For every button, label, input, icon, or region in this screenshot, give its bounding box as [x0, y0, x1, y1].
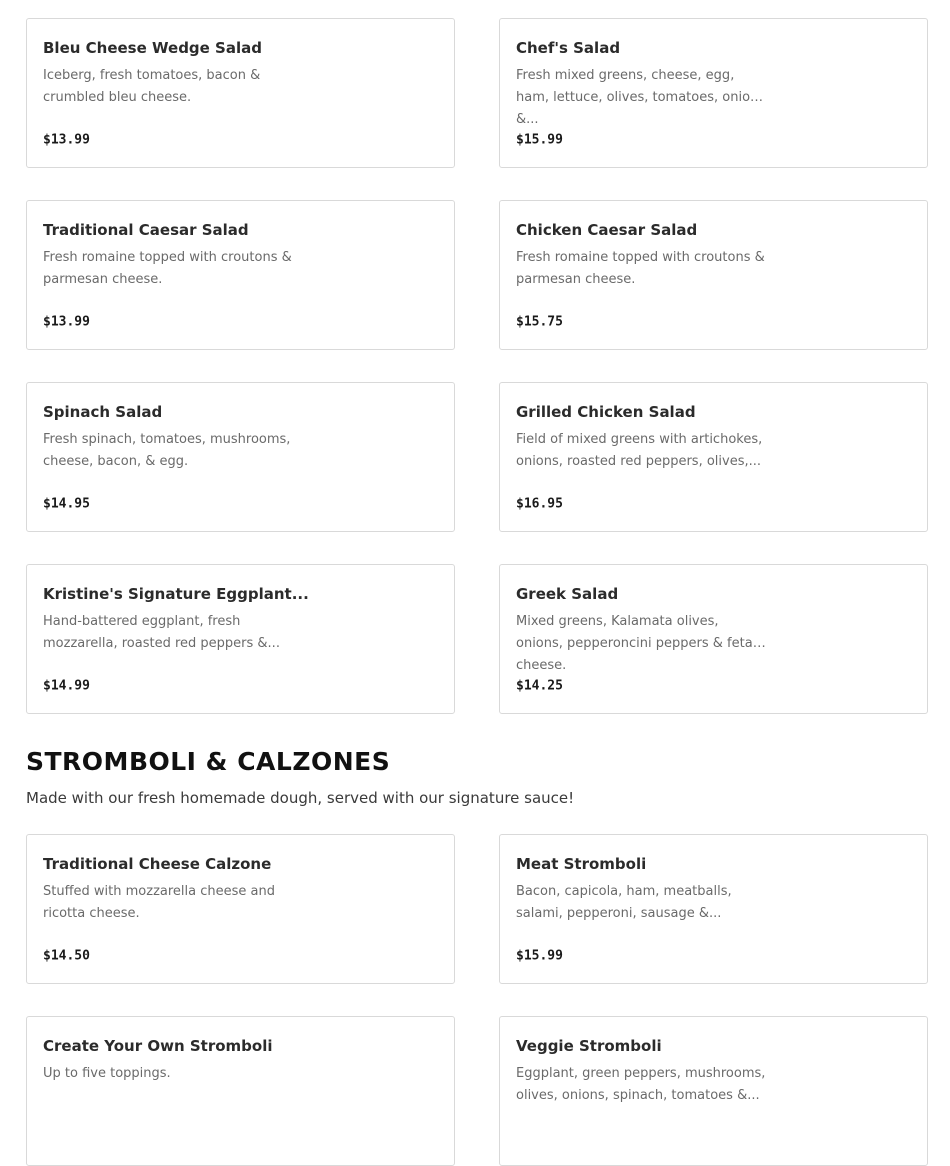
menu-item-name: Traditional Cheese Calzone: [43, 855, 272, 873]
menu-item-card[interactable]: [499, 382, 928, 532]
menu-item-card[interactable]: [26, 564, 455, 714]
menu-item-name: Grilled Chicken Salad: [516, 403, 696, 421]
salad-menu-grid: [26, 18, 928, 714]
menu-item-description: Mixed greens, Kalamata olives, onions, pepperoncini peppers & feta cheese.: [516, 614, 753, 673]
menu-item-price: $14.25: [516, 678, 563, 694]
menu-item-name: Kristine's Signature Eggplant...: [43, 585, 309, 603]
menu-item-price: $16.95: [516, 496, 563, 512]
menu-item-name: Veggie Stromboli: [516, 1037, 662, 1055]
menu-item-price: $14.50: [43, 948, 90, 964]
menu-item-price: $13.99: [43, 132, 90, 148]
menu-item-card[interactable]: [499, 834, 928, 984]
menu-item-name: Chef's Salad: [516, 39, 621, 57]
menu-item-price: $13.99: [43, 314, 90, 330]
menu-item-card[interactable]: [499, 564, 928, 714]
menu-item-description: Fresh romaine topped with croutons & parmesan cheese.: [43, 250, 292, 287]
section-subtitle: Made with our fresh homemade dough, served with our signature sauce!: [26, 789, 575, 807]
menu-item-card[interactable]: [26, 200, 455, 350]
menu-item-description: Fresh mixed greens, cheese, egg, ham, lettuce, olives, tomatoes, onions &...: [516, 68, 766, 127]
menu-item-description: Fresh spinach, tomatoes, mushrooms, cheese, bacon, & egg.: [43, 432, 291, 469]
menu-item-price: $14.95: [43, 496, 90, 512]
menu-item-card[interactable]: [26, 382, 455, 532]
menu-item-description: Iceberg, fresh tomatoes, bacon & crumbled bleu cheese.: [43, 68, 261, 105]
menu-item-description: Up to five toppings.: [43, 1066, 171, 1081]
menu-item-name: Create Your Own Stromboli: [43, 1037, 273, 1055]
menu-item-card[interactable]: [26, 834, 455, 984]
menu-item-description: Stuffed with mozzarella cheese and ricotta cheese.: [43, 884, 275, 921]
menu-item-card[interactable]: [499, 1016, 928, 1166]
menu-item-price: $15.99: [516, 948, 563, 964]
stromboli-menu-grid: [26, 834, 928, 1166]
menu-item-name: Chicken Caesar Salad: [516, 221, 698, 239]
menu-item-name: Traditional Caesar Salad: [43, 221, 249, 239]
menu-item-description: Bacon, capicola, ham, meatballs, salami, pepperoni, sausage &...: [516, 884, 732, 921]
menu-item-name: Meat Stromboli: [516, 855, 647, 873]
menu-item-card[interactable]: [499, 200, 928, 350]
menu-item-price: $15.99: [516, 132, 563, 148]
menu-item-card[interactable]: [26, 1016, 455, 1166]
menu-item-card[interactable]: [26, 18, 455, 168]
menu-item-price: $14.99: [43, 678, 90, 694]
menu-item-description: Hand-battered eggplant, fresh mozzarella, roasted red peppers &...: [43, 614, 280, 651]
section-title: STROMBOLI & CALZONES: [26, 747, 391, 776]
menu-item-description: Fresh romaine topped with croutons & parmesan cheese.: [516, 250, 765, 287]
menu-item-description: Field of mixed greens with artichokes, onions, roasted red peppers, olives,...: [516, 432, 763, 469]
menu-item-price: $15.75: [516, 314, 563, 330]
menu-item-name: Greek Salad: [516, 585, 619, 603]
menu-item-name: Bleu Cheese Wedge Salad: [43, 39, 262, 57]
menu-item-name: Spinach Salad: [43, 403, 163, 421]
menu-item-card[interactable]: [499, 18, 928, 168]
menu-item-description: Eggplant, green peppers, mushrooms, olives, onions, spinach, tomatoes &...: [516, 1066, 766, 1103]
